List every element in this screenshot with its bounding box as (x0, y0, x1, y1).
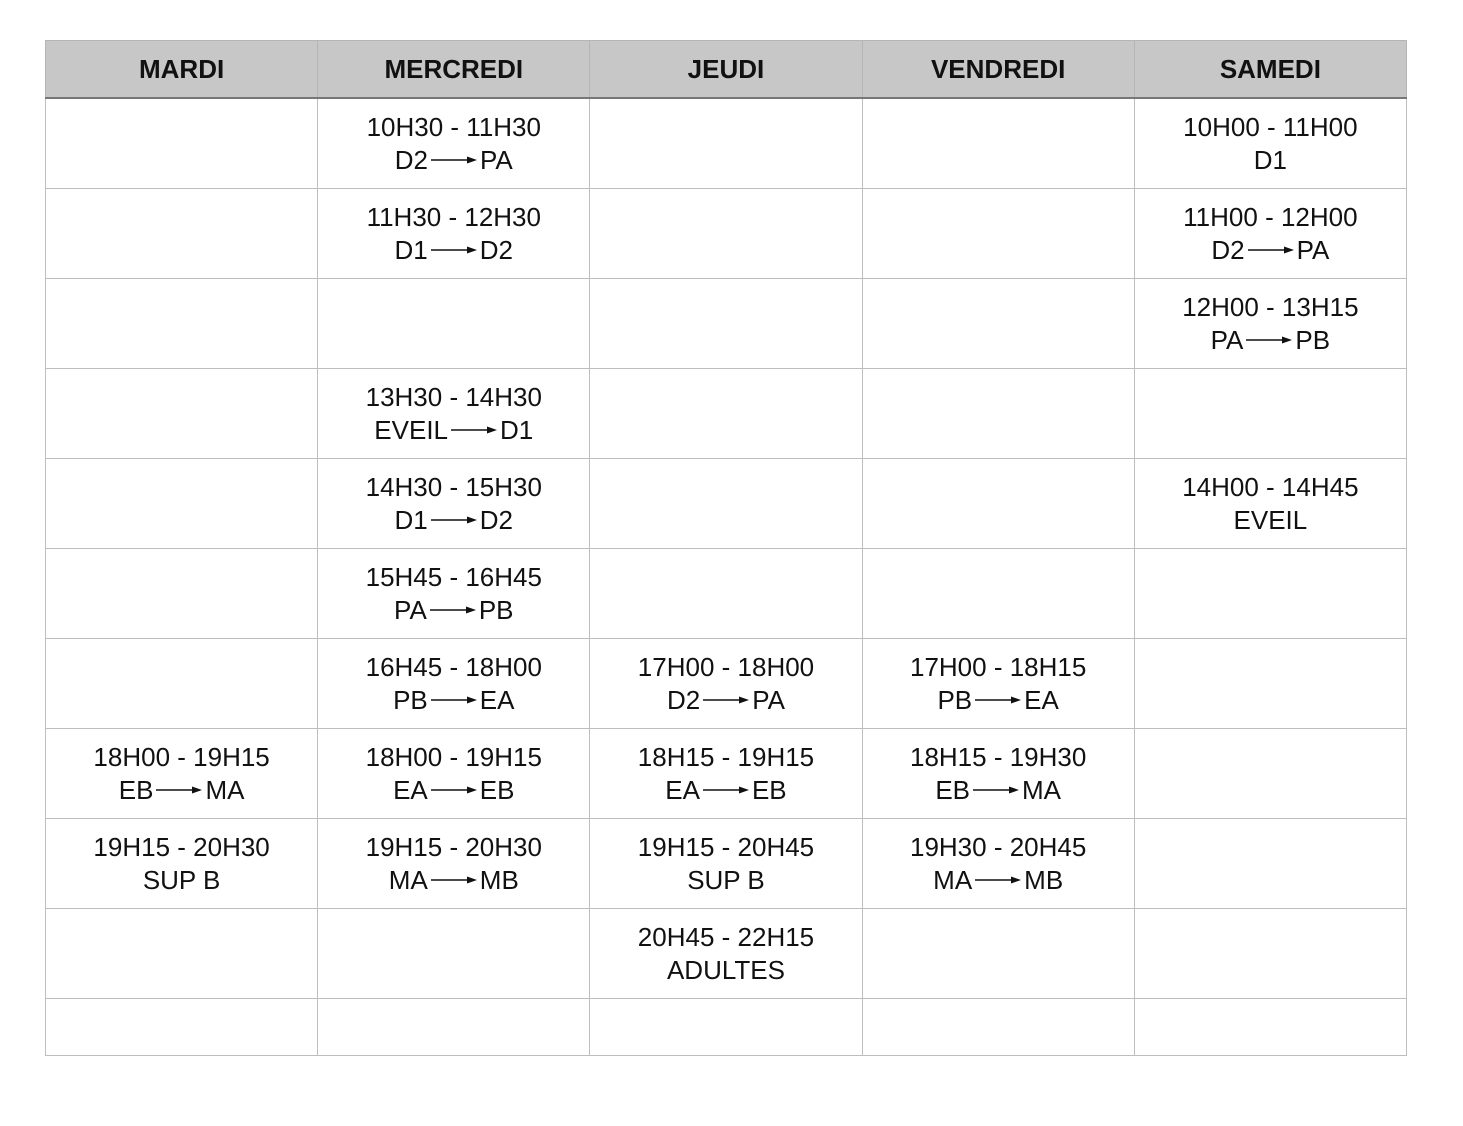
schedule-cell (1134, 999, 1406, 1056)
schedule-row (46, 98, 1407, 189)
schedule-cell (862, 459, 1134, 549)
session-time: 11H30 - 12H30 (366, 201, 541, 232)
level-from: EB (935, 774, 970, 805)
session-level (933, 864, 1063, 897)
session-level (393, 684, 514, 717)
level-to: D1 (500, 414, 534, 445)
level-to: D2 (479, 504, 514, 535)
schedule-cell (46, 729, 318, 819)
schedule-table (45, 40, 1407, 1056)
level-from: D2 (1211, 234, 1245, 265)
schedule-row (46, 999, 1407, 1056)
schedule-cell (46, 909, 318, 999)
arrow-right-icon (703, 695, 749, 705)
level-from: EA (665, 774, 700, 805)
session-level (395, 504, 514, 537)
session-level: D1 (1253, 144, 1287, 175)
session-level (119, 774, 245, 807)
level-from: EA (393, 774, 428, 805)
session-time: 14H30 - 15H30 (365, 471, 542, 502)
arrow-right-icon (975, 875, 1021, 885)
session-level (395, 144, 513, 177)
schedule-cell (1134, 189, 1406, 279)
level-from: PB (937, 684, 973, 715)
session-level (389, 864, 519, 897)
session-time: 11H00 - 12H00 (1183, 201, 1358, 232)
level-to: MA (1022, 774, 1061, 805)
arrow-right-icon (430, 605, 476, 615)
schedule-cell (590, 189, 862, 279)
arrow-right-icon (431, 785, 477, 795)
schedule-cell (318, 98, 590, 189)
schedule-row (46, 279, 1407, 369)
schedule-cell (590, 369, 862, 459)
arrow-right-icon (156, 785, 202, 795)
schedule-cell (46, 459, 318, 549)
schedule-cell (862, 729, 1134, 819)
session-time: 18H15 - 19H30 (909, 741, 1087, 772)
session-level (667, 684, 785, 717)
level-from: PA (394, 594, 427, 625)
arrow-right-icon (975, 695, 1021, 705)
schedule-cell (46, 639, 318, 729)
schedule-cell (590, 98, 862, 189)
session-time: 14H00 - 14H45 (1182, 471, 1359, 502)
schedule-row (46, 729, 1407, 819)
arrow-right-icon (431, 695, 477, 705)
session-level (395, 234, 514, 267)
arrow-right-icon (431, 515, 477, 525)
session-time: 13H30 - 14H30 (365, 381, 542, 412)
schedule-cell (862, 819, 1134, 909)
session-time: 10H00 - 11H00 (1183, 111, 1358, 142)
level-to: EB (479, 774, 515, 805)
schedule-cell (1134, 279, 1406, 369)
level-from: EVEIL (374, 414, 449, 445)
level-from: PB (393, 684, 428, 715)
session-level: SUP B (142, 864, 221, 895)
session-time: 19H15 - 20H30 (365, 831, 542, 862)
session-level (1211, 324, 1330, 357)
schedule-cell (862, 999, 1134, 1056)
arrow-right-icon (1248, 245, 1294, 255)
schedule-cell (46, 98, 318, 189)
session-time: 10H30 - 11H30 (366, 111, 541, 142)
schedule-cell (46, 369, 318, 459)
session-level: SUP B (687, 864, 765, 895)
session-time: 15H45 - 16H45 (365, 561, 542, 592)
schedule-cell (590, 909, 862, 999)
session-time: 17H00 - 18H00 (637, 651, 815, 682)
schedule-cell (590, 999, 862, 1056)
level-from: D2 (394, 144, 429, 175)
schedule-cell (318, 909, 590, 999)
level-from: MA (388, 864, 428, 895)
schedule-cell (590, 549, 862, 639)
header-row (46, 41, 1407, 99)
schedule-cell (862, 279, 1134, 369)
schedule-cell (862, 909, 1134, 999)
schedule-cell (590, 819, 862, 909)
schedule-cell (1134, 729, 1406, 819)
session-level: EVEIL (1233, 504, 1308, 535)
level-to: MA (205, 774, 245, 805)
arrow-right-icon (703, 785, 749, 795)
schedule-cell (1134, 98, 1406, 189)
schedule-cell (318, 369, 590, 459)
level-to: EB (751, 774, 787, 805)
schedule-cell (318, 549, 590, 639)
session-time: 18H00 - 19H15 (93, 741, 270, 772)
schedule-cell (318, 189, 590, 279)
schedule-cell (1134, 819, 1406, 909)
schedule-cell (318, 819, 590, 909)
schedule-cell (46, 819, 318, 909)
level-to: EA (479, 684, 515, 715)
schedule-row (46, 909, 1407, 999)
session-time: 16H45 - 18H00 (365, 651, 542, 682)
schedule-cell (1134, 369, 1406, 459)
schedule-cell (46, 279, 318, 369)
day-header-vendredi: VENDREDI (862, 41, 1134, 99)
session-level (935, 774, 1061, 807)
session-level (937, 684, 1058, 717)
schedule-cell (862, 639, 1134, 729)
session-level (394, 594, 513, 627)
schedule-cell (862, 98, 1134, 189)
level-to: PA (480, 144, 513, 175)
schedule-cell (318, 639, 590, 729)
level-from: PA (1210, 324, 1244, 355)
level-to: EA (1024, 684, 1059, 715)
level-to: MB (1024, 864, 1064, 895)
session-time: 19H30 - 20H45 (909, 831, 1087, 862)
schedule-cell (590, 279, 862, 369)
schedule-cell (318, 999, 590, 1056)
schedule-cell (46, 549, 318, 639)
schedule-cell (590, 639, 862, 729)
session-level (374, 414, 533, 447)
schedule-cell (46, 999, 318, 1056)
level-to: MB (479, 864, 519, 895)
arrow-right-icon (1246, 335, 1292, 345)
session-level: ADULTES (666, 954, 785, 985)
schedule-cell (1134, 459, 1406, 549)
day-header-mardi: MARDI (46, 41, 318, 99)
session-level (393, 774, 514, 807)
level-to: PA (752, 684, 785, 715)
schedule-row (46, 189, 1407, 279)
schedule-cell (318, 279, 590, 369)
session-level (1211, 234, 1329, 267)
day-header-jeudi: JEUDI (590, 41, 862, 99)
schedule-row (46, 369, 1407, 459)
session-time: 20H45 - 22H15 (637, 921, 815, 952)
schedule-cell (590, 459, 862, 549)
level-to: D2 (479, 234, 514, 265)
schedule-row (46, 819, 1407, 909)
level-from: MA (933, 864, 973, 895)
day-header-samedi: SAMEDI (1134, 41, 1406, 99)
level-from: D2 (666, 684, 701, 715)
schedule-cell (862, 549, 1134, 639)
level-to: PA (1296, 234, 1330, 265)
level-from: EB (118, 774, 154, 805)
schedule-cell (318, 459, 590, 549)
schedule-cell (1134, 549, 1406, 639)
schedule-cell (862, 189, 1134, 279)
arrow-right-icon (431, 245, 477, 255)
arrow-right-icon (431, 875, 477, 885)
level-from: D1 (394, 234, 428, 265)
schedule-row (46, 549, 1407, 639)
session-time: 12H00 - 13H15 (1182, 291, 1359, 322)
level-from: D1 (394, 504, 428, 535)
schedule-cell (1134, 909, 1406, 999)
arrow-right-icon (973, 785, 1019, 795)
schedule-body (46, 98, 1407, 1056)
arrow-right-icon (451, 425, 497, 435)
session-time: 18H15 - 19H15 (637, 741, 815, 772)
day-header-mercredi: MERCREDI (318, 41, 590, 99)
session-time: 19H15 - 20H45 (637, 831, 815, 862)
schedule-cell (590, 729, 862, 819)
session-level (665, 774, 786, 807)
schedule-cell (318, 729, 590, 819)
level-to: PB (1295, 324, 1331, 355)
schedule-row (46, 459, 1407, 549)
schedule-row (46, 639, 1407, 729)
schedule-cell (1134, 639, 1406, 729)
schedule-cell (862, 369, 1134, 459)
schedule-cell (46, 189, 318, 279)
session-time: 18H00 - 19H15 (365, 741, 542, 772)
level-to: PB (478, 594, 514, 625)
session-time: 17H00 - 18H15 (909, 651, 1087, 682)
arrow-right-icon (431, 155, 477, 165)
session-time: 19H15 - 20H30 (93, 831, 270, 862)
